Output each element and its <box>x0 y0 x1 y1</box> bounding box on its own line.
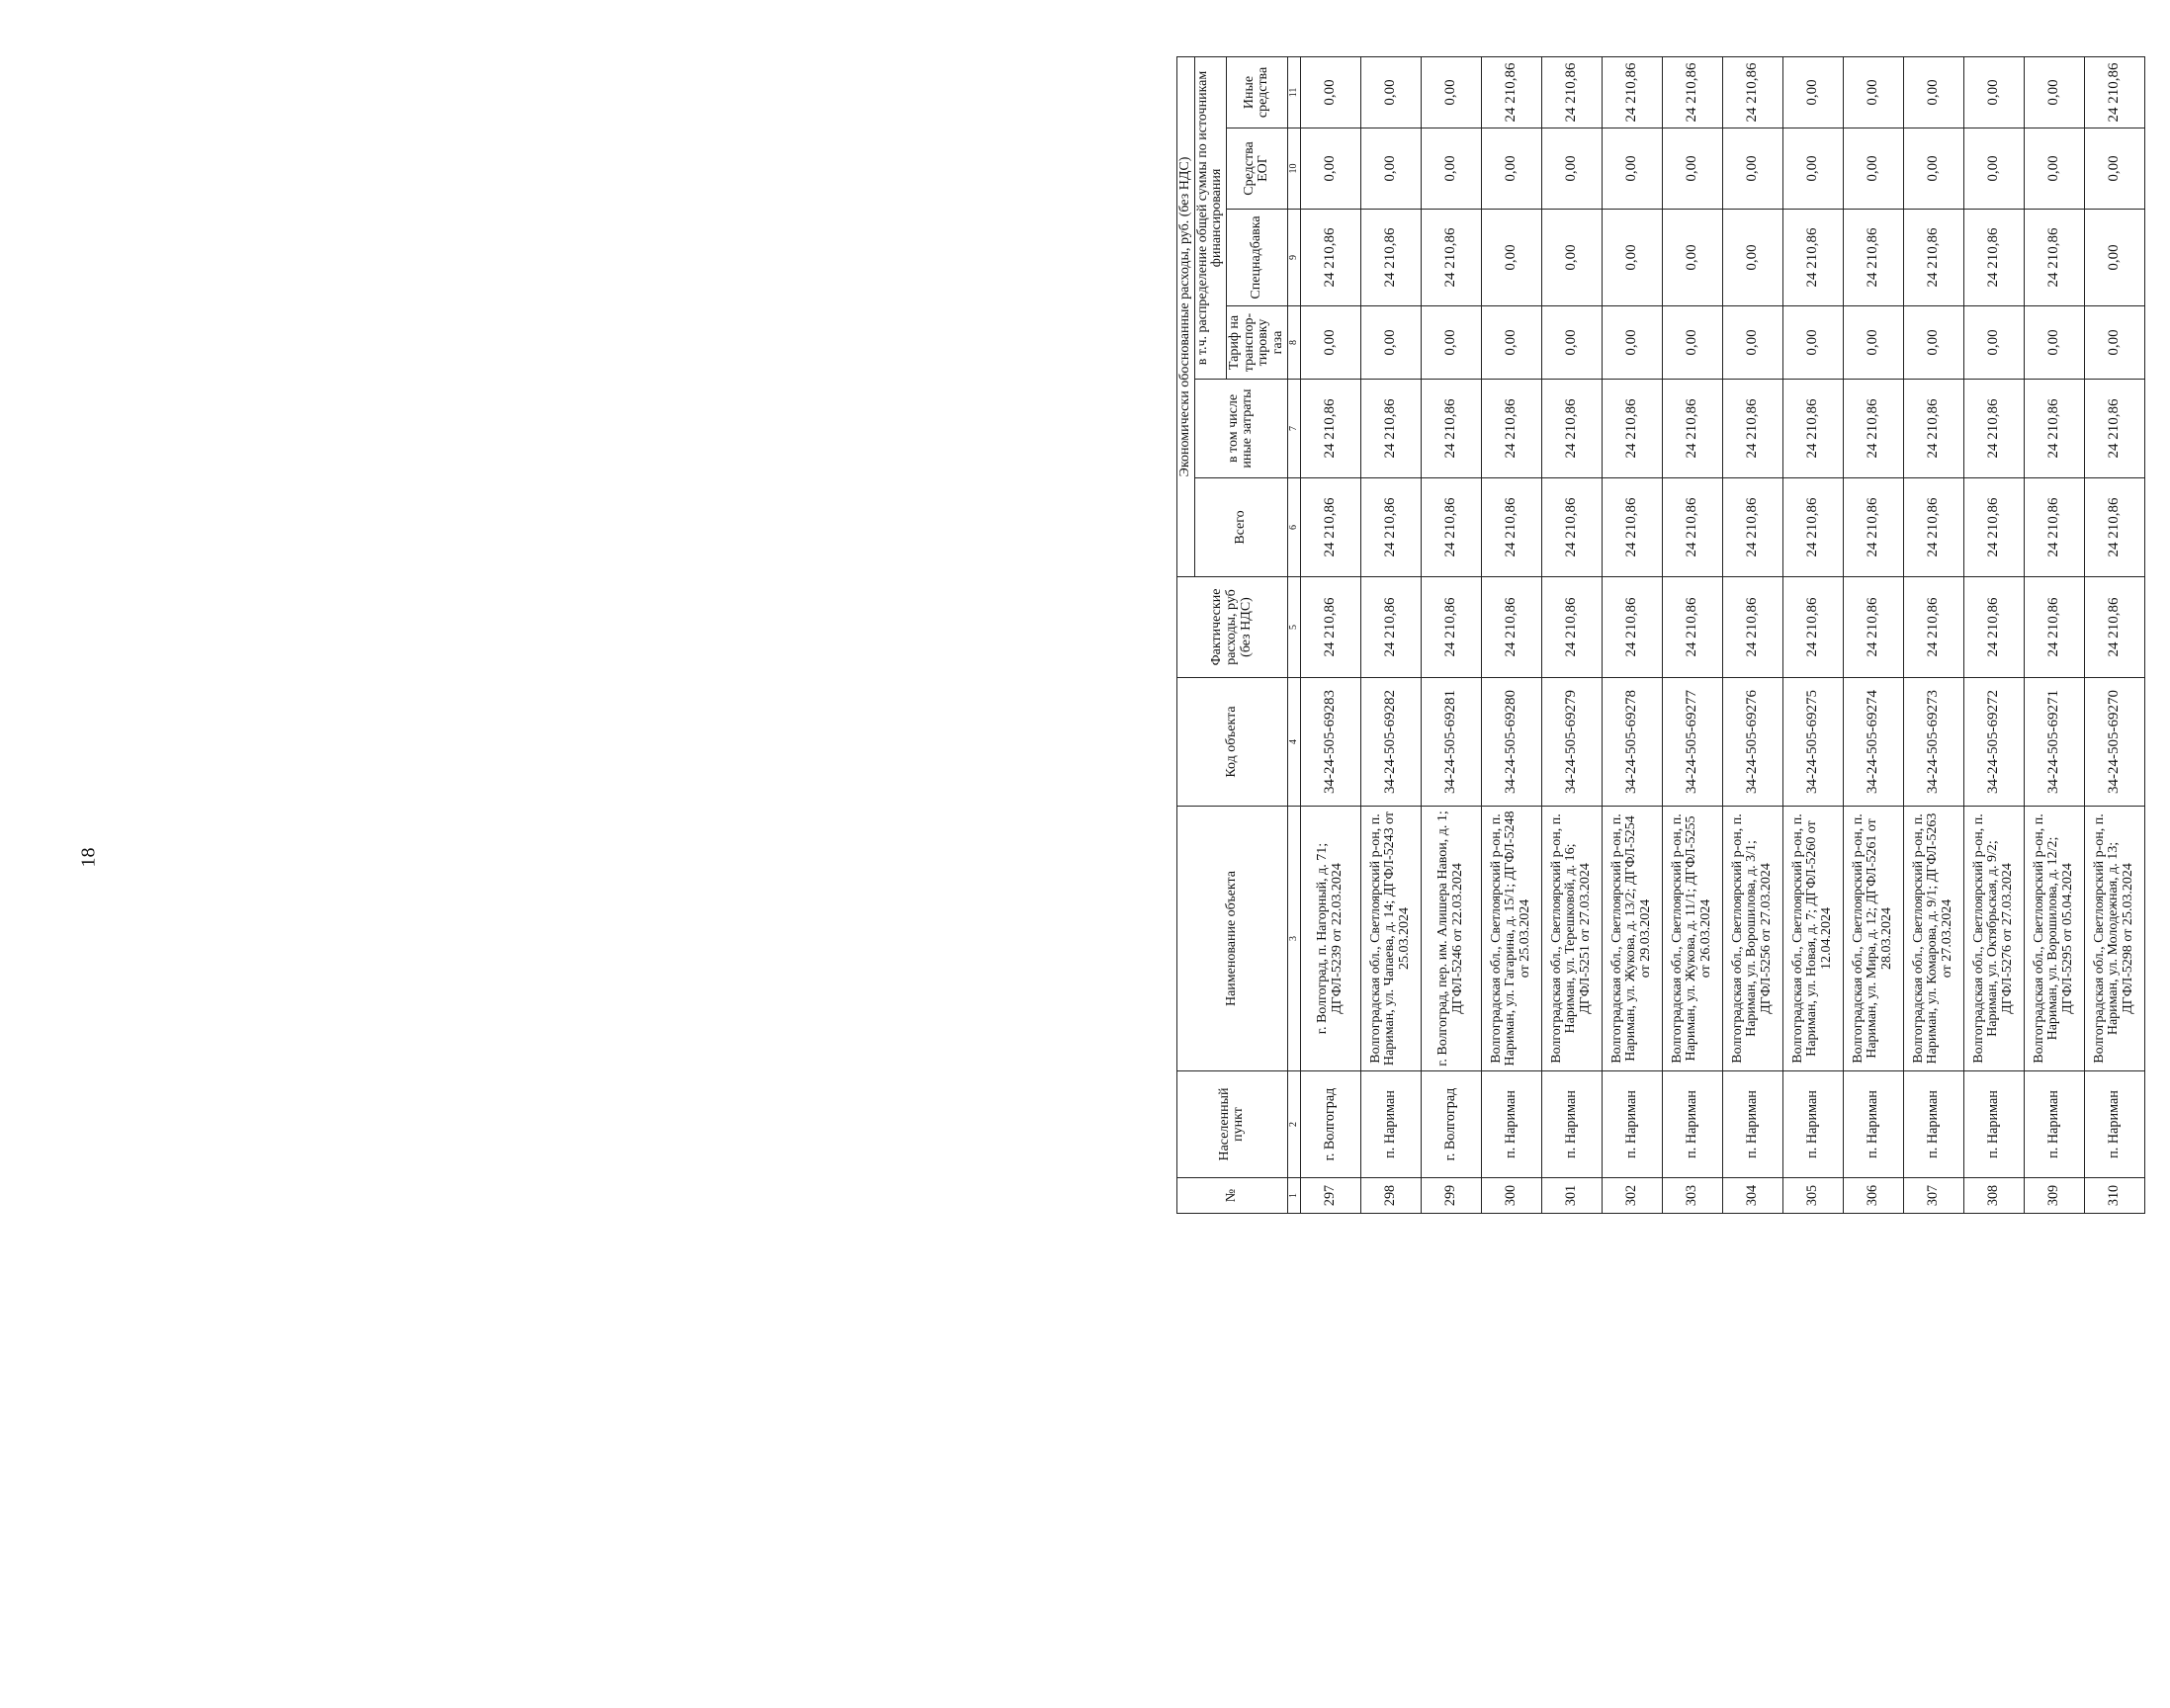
locality-cell: п. Нариман <box>1360 1071 1421 1178</box>
locality-cell: п. Нариман <box>1541 1071 1602 1178</box>
eog-funds-cell: 0,00 <box>1421 128 1481 210</box>
object-name-cell: Волгоградская обл., Светлоярский р-он, п. Нариман, ул. Жукова, д. 13/2; ДГФЛ-5254 от 29.03.2024 <box>1602 807 1662 1071</box>
locality-cell: г. Волгоград <box>1421 1071 1481 1178</box>
header-econ-group: Экономически обоснованные расходы, руб. (без НДС) <box>1177 56 1195 576</box>
actual-costs-cell: 24 210,86 <box>1722 577 1782 678</box>
object-name-cell: Волгоградская обл., Светлоярский р-он, п. Нариман, ул. Новая, д. 7; ДГФЛ-5260 от 12.04.2024 <box>1782 807 1843 1071</box>
other-costs-cell: 24 210,86 <box>1722 380 1782 478</box>
total-cell: 24 210,86 <box>1300 478 1360 577</box>
row-number: 302 <box>1602 1178 1662 1214</box>
eog-funds-cell: 0,00 <box>1481 128 1541 210</box>
row-number: 298 <box>1360 1178 1421 1214</box>
object-name-cell: Волгоградская обл., Светлоярский р-он, п. Нариман, ул. Молодежная, д. 13; ДГФЛ-5298 от 25.03.2024 <box>2084 807 2144 1071</box>
column-number: 6 <box>1287 478 1300 577</box>
locality-cell: п. Нариман <box>1722 1071 1782 1178</box>
row-number: 299 <box>1421 1178 1481 1214</box>
other-costs-cell: 24 210,86 <box>1782 380 1843 478</box>
object-code-cell: 34-24-505-69270 <box>2084 678 2144 807</box>
object-code-cell: 34-24-505-69273 <box>1903 678 1963 807</box>
special-markup-cell: 24 210,86 <box>1421 210 1481 306</box>
actual-costs-cell: 24 210,86 <box>1662 577 1722 678</box>
table-row <box>2084 56 2144 1213</box>
column-number-row <box>1287 56 1300 1213</box>
other-funds-cell: 24 210,86 <box>1602 56 1662 128</box>
header-no: № <box>1177 1178 1288 1214</box>
table-row <box>1903 56 1963 1213</box>
total-cell: 24 210,86 <box>1963 478 2024 577</box>
header-object-name: Наименование объекта <box>1177 807 1288 1071</box>
actual-costs-cell: 24 210,86 <box>1963 577 2024 678</box>
eog-funds-cell: 0,00 <box>1662 128 1722 210</box>
locality-cell: п. Нариман <box>1903 1071 1963 1178</box>
column-number: 10 <box>1287 128 1300 210</box>
special-markup-cell: 0,00 <box>1541 210 1602 306</box>
other-costs-cell: 24 210,86 <box>1481 380 1541 478</box>
other-funds-cell: 0,00 <box>1903 56 1963 128</box>
other-funds-cell: 0,00 <box>1843 56 1903 128</box>
row-number: 301 <box>1541 1178 1602 1214</box>
actual-costs-cell: 24 210,86 <box>1541 577 1602 678</box>
special-markup-cell: 24 210,86 <box>2024 210 2084 306</box>
object-name-cell: Волгоградская обл., Светлоярский р-он, п. Нариман, ул. Комарова, д. 9/1; ДГФЛ-5263 от 27.03.2024 <box>1903 807 1963 1071</box>
total-cell: 24 210,86 <box>1662 478 1722 577</box>
total-cell: 24 210,86 <box>1360 478 1421 577</box>
table-row <box>1662 56 1722 1213</box>
row-number: 309 <box>2024 1178 2084 1214</box>
other-costs-cell: 24 210,86 <box>1963 380 2024 478</box>
special-markup-cell: 0,00 <box>2084 210 2144 306</box>
eog-funds-cell: 0,00 <box>1541 128 1602 210</box>
actual-costs-cell: 24 210,86 <box>1421 577 1481 678</box>
other-costs-cell: 24 210,86 <box>1300 380 1360 478</box>
special-markup-cell: 24 210,86 <box>1903 210 1963 306</box>
tariff-cell: 0,00 <box>2084 306 2144 380</box>
object-name-cell: Волгоградская обл., Светлоярский р-он, п. Нариман, ул. Октябрьская, д. 9/2; ДГФЛ-5276 от 27.03.2024 <box>1963 807 2024 1071</box>
object-name-cell: Волгоградская обл., Светлоярский р-он, п. Нариман, ул. Чапаева, д. 14; ДГФЛ-5243 от 25.03.2024 <box>1360 807 1421 1071</box>
special-markup-cell: 0,00 <box>1481 210 1541 306</box>
object-code-cell: 34-24-505-69276 <box>1722 678 1782 807</box>
header-other-costs: в том числе иные затраты <box>1194 380 1287 478</box>
row-number: 303 <box>1662 1178 1722 1214</box>
column-number: 8 <box>1287 306 1300 380</box>
header-object-code: Код объекта <box>1177 678 1288 807</box>
tariff-cell: 0,00 <box>1541 306 1602 380</box>
tariff-cell: 0,00 <box>2024 306 2084 380</box>
other-costs-cell: 24 210,86 <box>2084 380 2144 478</box>
other-funds-cell: 24 210,86 <box>2084 56 2144 128</box>
tariff-cell: 0,00 <box>1963 306 2024 380</box>
special-markup-cell: 0,00 <box>1722 210 1782 306</box>
table-row <box>1360 56 1421 1213</box>
total-cell: 24 210,86 <box>2024 478 2084 577</box>
other-funds-cell: 24 210,86 <box>1722 56 1782 128</box>
object-name-cell: г. Волгоград, п. Нагорный, д. 71; ДГФЛ-5239 от 22.03.2024 <box>1300 807 1360 1071</box>
total-cell: 24 210,86 <box>1722 478 1782 577</box>
row-number: 306 <box>1843 1178 1903 1214</box>
locality-cell: п. Нариман <box>1843 1071 1903 1178</box>
other-costs-cell: 24 210,86 <box>1541 380 1602 478</box>
tariff-cell: 0,00 <box>1421 306 1481 380</box>
special-markup-cell: 24 210,86 <box>1782 210 1843 306</box>
locality-cell: п. Нариман <box>2084 1071 2144 1178</box>
special-markup-cell: 24 210,86 <box>1300 210 1360 306</box>
other-funds-cell: 0,00 <box>1421 56 1481 128</box>
row-number: 304 <box>1722 1178 1782 1214</box>
total-cell: 24 210,86 <box>1541 478 1602 577</box>
object-code-cell: 34-24-505-69278 <box>1602 678 1662 807</box>
eog-funds-cell: 0,00 <box>1903 128 1963 210</box>
tariff-cell: 0,00 <box>1722 306 1782 380</box>
column-number: 9 <box>1287 210 1300 306</box>
special-markup-cell: 24 210,86 <box>1963 210 2024 306</box>
other-funds-cell: 0,00 <box>2024 56 2084 128</box>
table-row <box>2024 56 2084 1213</box>
tariff-cell: 0,00 <box>1602 306 1662 380</box>
other-costs-cell: 24 210,86 <box>1903 380 1963 478</box>
object-name-cell: Волгоградская обл., Светлоярский р-он, п. Нариман, ул. Ворошилова, д. 3/1; ДГФЛ-5256 от 27.03.2024 <box>1722 807 1782 1071</box>
object-name-cell: Волгоградская обл., Светлоярский р-он, п. Нариман, ул. Ворошилова, д. 12/2; ДГФЛ-5295 от 05.04.2024 <box>2024 807 2084 1071</box>
object-code-cell: 34-24-505-69275 <box>1782 678 1843 807</box>
table-row <box>1300 56 1360 1213</box>
eog-funds-cell: 0,00 <box>2084 128 2144 210</box>
object-code-cell: 34-24-505-69283 <box>1300 678 1360 807</box>
total-cell: 24 210,86 <box>1843 478 1903 577</box>
eog-funds-cell: 0,00 <box>1360 128 1421 210</box>
other-funds-cell: 0,00 <box>1963 56 2024 128</box>
column-number: 3 <box>1287 807 1300 1071</box>
table-row <box>1541 56 1602 1213</box>
actual-costs-cell: 24 210,86 <box>1843 577 1903 678</box>
eog-funds-cell: 0,00 <box>1722 128 1782 210</box>
row-number: 297 <box>1300 1178 1360 1214</box>
eog-funds-cell: 0,00 <box>1602 128 1662 210</box>
column-number: 4 <box>1287 678 1300 807</box>
special-markup-cell: 24 210,86 <box>1843 210 1903 306</box>
column-number: 5 <box>1287 577 1300 678</box>
total-cell: 24 210,86 <box>1782 478 1843 577</box>
actual-costs-cell: 24 210,86 <box>1300 577 1360 678</box>
object-code-cell: 34-24-505-69274 <box>1843 678 1903 807</box>
eog-funds-cell: 0,00 <box>1963 128 2024 210</box>
header-actual-costs: Фактические расходы, руб (без НДС) <box>1177 577 1288 678</box>
other-funds-cell: 0,00 <box>1300 56 1360 128</box>
locality-cell: г. Волгоград <box>1300 1071 1360 1178</box>
cost-table <box>1176 56 2145 1214</box>
locality-cell: п. Нариман <box>1481 1071 1541 1178</box>
special-markup-cell: 0,00 <box>1602 210 1662 306</box>
table-row <box>1963 56 2024 1213</box>
column-number: 7 <box>1287 380 1300 478</box>
actual-costs-cell: 24 210,86 <box>1360 577 1421 678</box>
header-other-funds: Иные средства <box>1227 56 1288 128</box>
tariff-cell: 0,00 <box>1662 306 1722 380</box>
tariff-cell: 0,00 <box>1360 306 1421 380</box>
actual-costs-cell: 24 210,86 <box>1481 577 1541 678</box>
total-cell: 24 210,86 <box>1602 478 1662 577</box>
row-number: 310 <box>2084 1178 2144 1214</box>
actual-costs-cell: 24 210,86 <box>2084 577 2144 678</box>
object-name-cell: Волгоградская обл., Светлоярский р-он, п. Нариман, ул. Жукова, д. 11/1; ДГФЛ-5255 от 26.03.2024 <box>1662 807 1722 1071</box>
object-name-cell: г. Волгоград, пер. им. Алишера Навои, д. 1; ДГФЛ-5246 от 22.03.2024 <box>1421 807 1481 1071</box>
header-funding-group: в т.ч. распределение общей суммы по источникам финансирования <box>1194 56 1226 379</box>
object-code-cell: 34-24-505-69272 <box>1963 678 2024 807</box>
total-cell: 24 210,86 <box>1481 478 1541 577</box>
other-costs-cell: 24 210,86 <box>1421 380 1481 478</box>
header-locality: Населенный пункт <box>1177 1071 1288 1178</box>
other-costs-cell: 24 210,86 <box>2024 380 2084 478</box>
other-costs-cell: 24 210,86 <box>1360 380 1421 478</box>
column-number: 2 <box>1287 1071 1300 1178</box>
special-markup-cell: 24 210,86 <box>1360 210 1421 306</box>
tariff-cell: 0,00 <box>1903 306 1963 380</box>
eog-funds-cell: 0,00 <box>1843 128 1903 210</box>
object-code-cell: 34-24-505-69282 <box>1360 678 1421 807</box>
page-number: 18 <box>77 847 100 868</box>
other-costs-cell: 24 210,86 <box>1662 380 1722 478</box>
eog-funds-cell: 0,00 <box>2024 128 2084 210</box>
tariff-cell: 0,00 <box>1843 306 1903 380</box>
cost-table-sheet <box>1176 57 2170 1214</box>
actual-costs-cell: 24 210,86 <box>1782 577 1843 678</box>
actual-costs-cell: 24 210,86 <box>2024 577 2084 678</box>
other-funds-cell: 24 210,86 <box>1662 56 1722 128</box>
object-code-cell: 34-24-505-69279 <box>1541 678 1602 807</box>
header-eog-funds: Средства ЕОГ <box>1227 128 1288 210</box>
other-funds-cell: 24 210,86 <box>1541 56 1602 128</box>
other-costs-cell: 24 210,86 <box>1602 380 1662 478</box>
total-cell: 24 210,86 <box>1421 478 1481 577</box>
other-funds-cell: 24 210,86 <box>1481 56 1541 128</box>
special-markup-cell: 0,00 <box>1662 210 1722 306</box>
eog-funds-cell: 0,00 <box>1782 128 1843 210</box>
locality-cell: п. Нариман <box>2024 1071 2084 1178</box>
column-number: 11 <box>1287 56 1300 128</box>
table-row <box>1843 56 1903 1213</box>
eog-funds-cell: 0,00 <box>1300 128 1360 210</box>
object-code-cell: 34-24-505-69277 <box>1662 678 1722 807</box>
tariff-cell: 0,00 <box>1300 306 1360 380</box>
header-special-markup: Спецнадбавка <box>1227 210 1288 306</box>
table-row <box>1722 56 1782 1213</box>
header-tariff: Тариф на транспор-тировку газа <box>1227 306 1288 380</box>
total-cell: 24 210,86 <box>1903 478 1963 577</box>
object-name-cell: Волгоградская обл., Светлоярский р-он, п. Нариман, ул. Мира, д. 12; ДГФЛ-5261 от 28.03.2024 <box>1843 807 1903 1071</box>
table-row <box>1782 56 1843 1213</box>
actual-costs-cell: 24 210,86 <box>1903 577 1963 678</box>
object-code-cell: 34-24-505-69271 <box>2024 678 2084 807</box>
table-row <box>1481 56 1541 1213</box>
row-number: 300 <box>1481 1178 1541 1214</box>
actual-costs-cell: 24 210,86 <box>1602 577 1662 678</box>
object-code-cell: 34-24-505-69280 <box>1481 678 1541 807</box>
other-costs-cell: 24 210,86 <box>1843 380 1903 478</box>
locality-cell: п. Нариман <box>1963 1071 2024 1178</box>
table-row <box>1602 56 1662 1213</box>
header-total: Всего <box>1194 478 1287 577</box>
row-number: 308 <box>1963 1178 2024 1214</box>
row-number: 305 <box>1782 1178 1843 1214</box>
total-cell: 24 210,86 <box>2084 478 2144 577</box>
table-row <box>1421 56 1481 1213</box>
locality-cell: п. Нариман <box>1662 1071 1722 1178</box>
row-number: 307 <box>1903 1178 1963 1214</box>
object-code-cell: 34-24-505-69281 <box>1421 678 1481 807</box>
locality-cell: п. Нариман <box>1782 1071 1843 1178</box>
column-number: 1 <box>1287 1178 1300 1214</box>
other-funds-cell: 0,00 <box>1360 56 1421 128</box>
locality-cell: п. Нариман <box>1602 1071 1662 1178</box>
object-name-cell: Волгоградская обл., Светлоярский р-он, п. Нариман, ул. Гагарина, д. 15/1; ДГФЛ-5248 от 25.03.2024 <box>1481 807 1541 1071</box>
tariff-cell: 0,00 <box>1481 306 1541 380</box>
object-name-cell: Волгоградская обл., Светлоярский р-он, п. Нариман, ул. Терешковой, д. 16; ДГФЛ-5251 от 27.03.2024 <box>1541 807 1602 1071</box>
tariff-cell: 0,00 <box>1782 306 1843 380</box>
other-funds-cell: 0,00 <box>1782 56 1843 128</box>
